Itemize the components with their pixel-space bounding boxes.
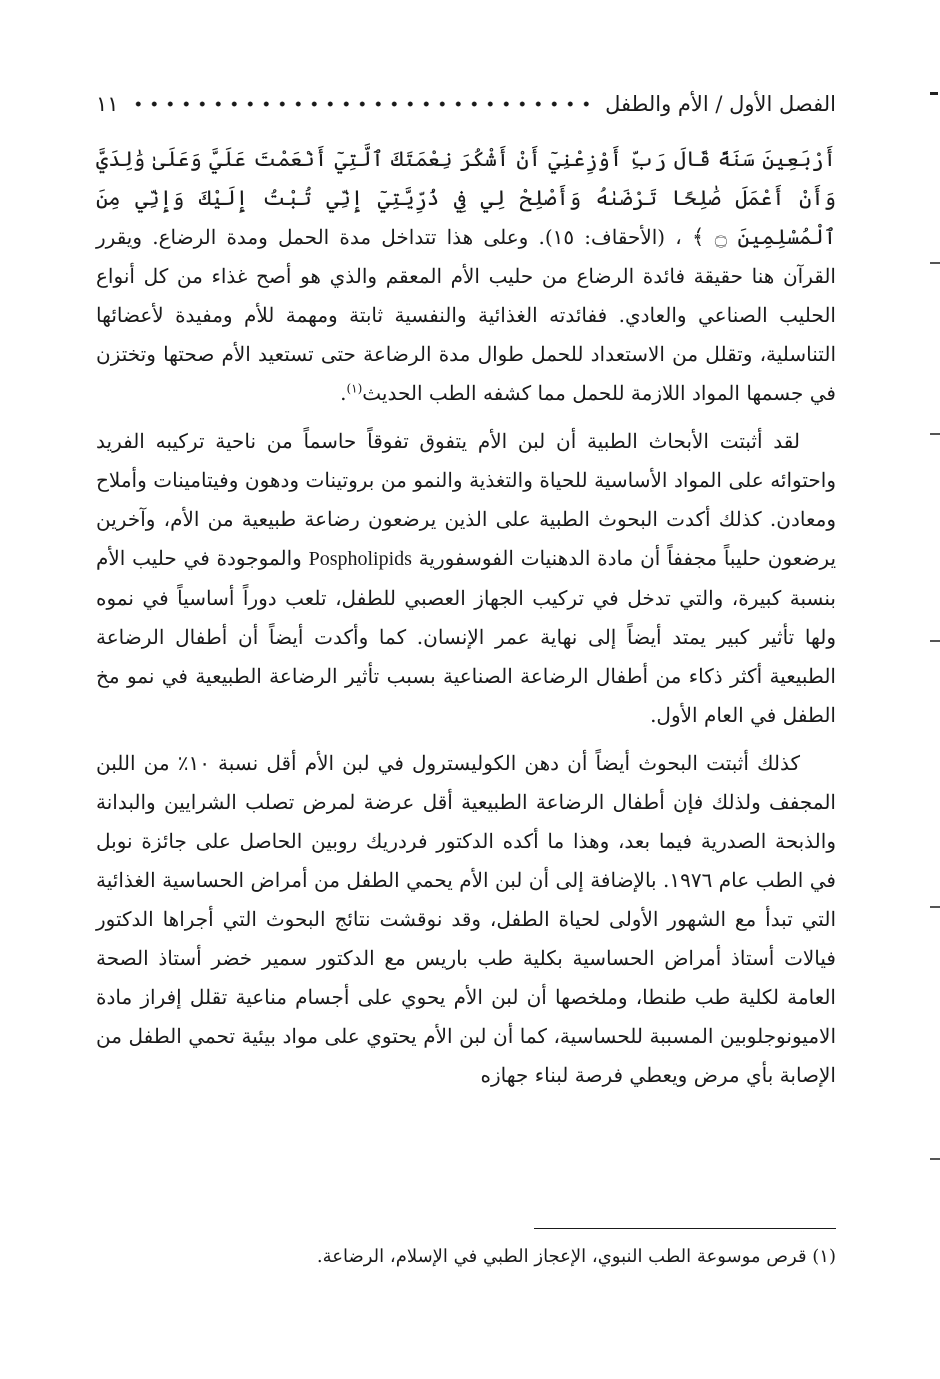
- page-number: ١١: [96, 92, 119, 116]
- running-header: [96, 84, 836, 124]
- scan-edge-mark: [930, 262, 940, 264]
- paragraph-research-text-start: لقد أثبتت الأبحاث الطبية أن لبن الأم يتفوق تفوقاً حاسماً من ناحية تركيبه الفريد واحتوائه على المواد الأساسية للحياة والتغذية والنمو من بروتينات ودهون وفيتامينات وأملاح ومعادن. كذلك أكدت البحوث الطبية على الذين يرضعون رضاعة طبيعية من الأم، وآخرين يرضعون حليباً مجففاً أن مادة الدهنيات الفوسفورية: [96, 429, 837, 570]
- footnote: [96, 1240, 836, 1274]
- paragraph-research-text-end: والموجودة في حليب الأم بنسبة كبيرة، والتي تدخل في تركيب الجهاز العصبي للطفل، تلعب دوراً أساسياً في نموه ولها تأثير كبير يمتد أيضاً إلى نهاية عمر الإنسان. كما وأكدت أيضاً أن أطفال الرضاعة الطبيعية أكثر ذكاء من أطفال الرضاعة الصناعية بسبب تأثير الرضاعة الطبيعية في نمو مخ الطفل في العام الأول.: [96, 546, 836, 727]
- footnote-text: (١) قرص موسوعة الطب النبوي، الإعجاز الطبي في الإسلام، الرضاعة.: [316, 1246, 836, 1267]
- footnote-reference: (١): [346, 381, 363, 396]
- scan-edge-mark: [930, 1158, 940, 1160]
- paragraph-research: [96, 422, 836, 735]
- body-text: [96, 140, 836, 1095]
- paragraph-cholesterol: [96, 744, 836, 1095]
- quran-verse: أَرْبَعِينَ سَنَةً قَالَ رَبِّ أَوْزِعْنِيٓ أَنْ أَشْكُرَ نِعْمَتَكَ ٱلَّتِيٓ أَنْعَمْتَ عَلَيَّ وَعَلَىٰ وَٰلِدَيَّ وَأَنْ أَعْمَلَ صَٰلِحًا تَرْضَىٰهُ وَأَصْلِحْ لِي فِي ذُرِّيَّتِيٓ إِنِّي تُبْتُ إِلَيْكَ وَإِنِّي مِنَ ٱلْمُسْلِمِينَ ۝ ﴾: [96, 147, 836, 249]
- paragraph-end-mark: .: [340, 381, 347, 405]
- chapter-title: الفصل الأول / الأم والطفل: [605, 92, 836, 116]
- verse-citation-text: ، (الأحقاف: ١٥). وعلى هذا تتداخل مدة الحمل ومدة الرضاع. ويقرر القرآن هنا حقيقة فائدة الرضاع من حليب الأم المعقم والذي هو أصح غذاء من كل أنواع الحليب الصناعي والعادي. ففائدته الغذائية والنفسية ثابتة ومهمة للأم ومفيدة لأعضائها التناسلية، وتقلل من الاستعداد للحمل طوال مدة الرضاعة حتى تستعيد الأم صحتها وتختزن في جسمها المواد اللازمة للحمل مما كشفه الطب الحديث: [96, 225, 836, 405]
- scan-edge-mark: [930, 92, 938, 95]
- paragraph-verse: [96, 140, 836, 413]
- latin-term: Pospholipids: [308, 548, 412, 570]
- scan-edge-mark: [930, 640, 940, 642]
- scan-edge-mark: [930, 906, 940, 908]
- scan-edge-mark: [930, 433, 940, 435]
- header-dotted-leader: [133, 101, 592, 107]
- paragraph-cholesterol-text: كذلك أثبتت البحوث أيضاً أن دهن الكوليسترول في لبن الأم أقل نسبة ١٠٪ من اللبن المجفف ولذلك فإن أطفال الرضاعة الطبيعية أقل عرضة لمرض تصلب الشرايين والبدانة والذبحة الصدرية فيما بعد، وهذا ما أكده الدكتور فردريك روبين الحاصل على جائزة نوبل في الطب عام ١٩٧٦. بالإضافة إلى أن لبن الأم يحمي الطفل من أمراض الحساسية الغذائية التي تبدأ مع الشهور الأولى لحياة الطفل، وقد نوقشت نتائج البحوث التي أجراها الدكتور فيالات أستاذ أمراض الحساسية بكلية طب باريس مع الدكتور سمير خضر أستاذ الصحة العامة لكلية طب طنطا، وملخصها أن لبن الأم يحوي على أجسام مناعية تقلل إفراز مادة الاميونوجلوبين المسببة للحساسية، كما أن لبن الأم يحتوي على مواد بيئية تحمي الطفل من الإصابة بأي مرض ويعطي فرصة لبناء جهازه: [96, 751, 836, 1087]
- footnote-separator: [534, 1228, 836, 1229]
